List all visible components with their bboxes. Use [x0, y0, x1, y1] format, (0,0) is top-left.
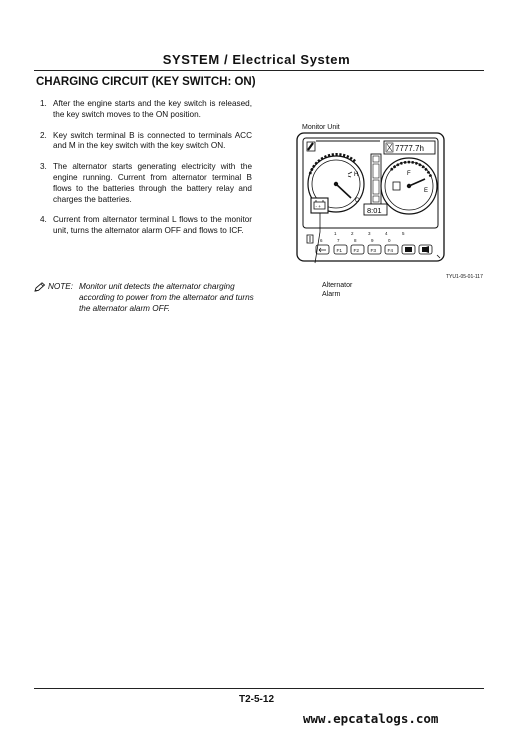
key-number: 5: [402, 231, 405, 236]
key-number: 7: [337, 238, 340, 243]
list-item: [40, 162, 252, 205]
brightness-icon: [405, 247, 412, 252]
header-rule: [34, 70, 484, 71]
key-label: F2: [353, 249, 360, 254]
gauge-label-e: E: [424, 188, 429, 194]
callout-line-2: Alarm: [322, 291, 341, 298]
step-text: The alternator starts generating electricity with the engine running. Current from alternator terminal B flows to the batteries through the battery relay and charges the batteries.: [53, 162, 252, 204]
key-number: 9: [371, 238, 374, 243]
gauge-label-h: H: [354, 172, 359, 178]
callout-label: [322, 281, 352, 299]
step-text: Key switch terminal B is connected to terminals ACC and M in the key switch with the key switch ON.: [53, 130, 252, 151]
pencil-icon: [34, 282, 48, 314]
note-label: NOTE:: [48, 282, 74, 291]
hour-meter: [384, 141, 435, 154]
step-number: 2.: [40, 130, 47, 140]
step-number: 4.: [40, 215, 47, 225]
monitor-unit-diagram: [296, 132, 448, 264]
watermark-text: www.epcatalogs.com: [303, 711, 439, 726]
gauge-label-f: F: [407, 171, 411, 177]
center-indicator-column: [371, 154, 381, 204]
key-number: 1: [334, 231, 337, 236]
step-text: After the engine starts and the key switch is released, the key switch moves to the ON position.: [53, 99, 252, 119]
footer-rule: [34, 688, 484, 689]
key-number: 3: [368, 231, 371, 236]
list-item: [40, 99, 252, 121]
list-item: [40, 215, 252, 237]
note-block: [34, 282, 256, 314]
svg-text:- +: - +: [315, 204, 321, 209]
callout-line-1: Alternator: [322, 282, 353, 289]
digital-clock: [364, 204, 387, 215]
page-number: T2-5-12: [238, 694, 274, 705]
figure-id: TYU1-05-01-117: [446, 274, 483, 280]
note-text: Monitor unit detects the alternator charging according to power from the alternator and turns the alternator alarm OFF.: [79, 282, 254, 313]
section-title: CHARGING CIRCUIT (KEY SWITCH: ON): [36, 76, 256, 88]
key-label: F1: [336, 249, 343, 254]
key-number: 4: [385, 231, 388, 236]
key-number: 0: [388, 238, 391, 243]
page-header-title: SYSTEM / Electrical System: [162, 52, 351, 67]
step-text: Current from alternator terminal L flows to the monitor unit, turns the alternator alarm OFF and flows to ICF.: [53, 215, 252, 236]
list-item: [40, 131, 252, 153]
alternator-alarm-indicator: [311, 198, 328, 213]
key-label: F4: [387, 249, 394, 254]
steps-list: [40, 99, 252, 247]
step-number: 1.: [40, 99, 47, 108]
clock-value: 8:01: [367, 206, 382, 215]
key-number: 8: [354, 238, 357, 243]
hour-meter-value: 7777.7h: [395, 144, 424, 153]
fuel-pump-icon: [393, 182, 400, 190]
gauge-label-c: C: [355, 198, 360, 204]
step-number: 3.: [40, 162, 47, 172]
fuel-gauge: [381, 158, 437, 214]
figure-title: Monitor Unit: [302, 124, 340, 131]
buzzer-icon: [422, 246, 429, 253]
key-number: 6: [320, 238, 323, 243]
key-label: F3: [370, 249, 377, 254]
key-number: 2: [351, 231, 354, 236]
